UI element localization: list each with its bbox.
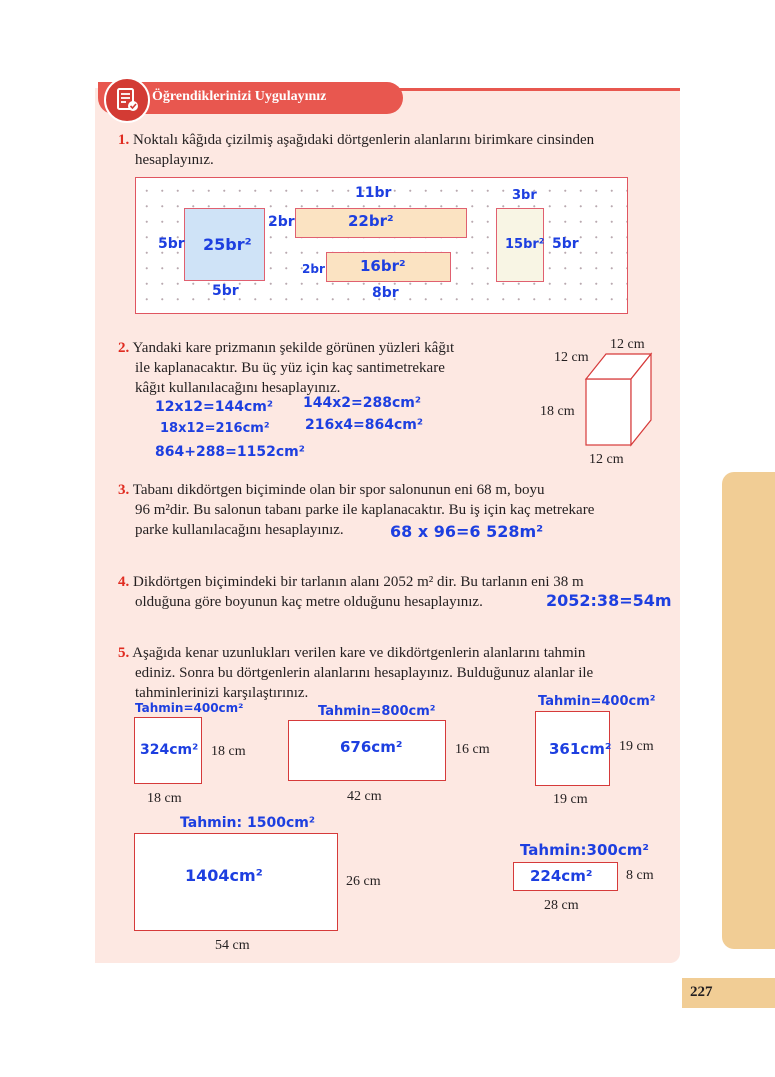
hw-q2-line3: 18x12=216cm² (160, 421, 270, 436)
question-text: Yandaki kare prizmanın şekilde görünen yüzleri kâğıt (132, 340, 455, 356)
prism-bottom-label: 12 cm (589, 452, 624, 467)
hw-estimate-4: Tahmin: 1500cm² (180, 815, 315, 831)
hw-estimate-5: Tahmin:300cm² (520, 841, 649, 859)
checklist-icon (104, 77, 150, 123)
bottom-label-4: 54 cm (215, 938, 250, 953)
bottom-label-1: 18 cm (147, 791, 182, 806)
bottom-label-5: 28 cm (544, 898, 579, 913)
hw-q2-line5: 864+288=1152cm² (155, 444, 305, 460)
question-1-line2: hesaplayınız. (135, 152, 214, 168)
hw-sq-bottom: 5br (212, 283, 239, 299)
bottom-label-3: 19 cm (553, 792, 588, 807)
question-2 (118, 338, 518, 358)
question-2-line3: kâğıt kullanılacağını hesaplayınız. (135, 380, 341, 396)
side-label-1: 18 cm (211, 744, 246, 759)
side-label-2: 16 cm (455, 742, 490, 757)
hw-top-label: 11br (355, 185, 392, 201)
hw-estimate-3: Tahmin=400cm² (538, 694, 656, 709)
hw-sq-left: 5br (158, 236, 185, 252)
hw-q4-answer: 2052:38=54m (546, 591, 672, 610)
side-label-5: 8 cm (626, 868, 654, 883)
page-number: 227 (690, 984, 713, 1000)
hw-q3-answer: 68 x 96=6 528m² (390, 522, 544, 541)
question-3-line3: parke kullanılacağını hesaplayınız. (135, 522, 344, 538)
hw-top-area: 22br² (348, 212, 394, 230)
question-5-line2: ediniz. Sonra bu dörtgenlerin alanlarını hesaplayınız. Bulduğunuz alanlar ile (135, 665, 594, 681)
hw-q2-line2: 144x2=288cm² (303, 395, 421, 411)
header-rule (380, 88, 680, 91)
question-number: 1. (118, 132, 130, 148)
hw-estimate-2: Tahmin=800cm² (318, 704, 436, 719)
hw-q2-line4: 216x4=864cm² (305, 417, 423, 433)
question-1 (118, 130, 678, 150)
side-tab (722, 472, 775, 949)
hw-right-top: 3br (512, 188, 537, 203)
hw-right-area: 15br² (505, 237, 545, 252)
question-4 (118, 572, 674, 592)
question-4-line2: olduğuna göre boyunun kaç metre olduğunu hesaplayınız. (135, 594, 483, 610)
question-3-line2: 96 m²dir. Bu salonun tabanı parke ile kaplanacaktır. Bu iş için kaç metrekare (135, 502, 595, 518)
hw-estimate-1: Tahmin=400cm² (135, 701, 244, 715)
hw-mid-side: 2br (302, 262, 325, 276)
question-text: Dikdörtgen biçimindeki bir tarlanın alanı 2052 m² dir. Bu tarlanın eni 38 m (133, 574, 584, 590)
hw-right-side: 5br (552, 236, 579, 252)
question-number: 4. (118, 574, 130, 590)
hw-top-side: 2br (268, 214, 295, 230)
question-number: 2. (118, 340, 130, 356)
hw-area-1: 324cm² (140, 742, 199, 758)
side-label-4: 26 cm (346, 874, 381, 889)
question-3 (118, 480, 674, 500)
hw-q2-line1: 12x12=144cm² (155, 399, 273, 415)
question-2-line2: ile kaplanacaktır. Bu üç yüz için kaç santimetrekare (135, 360, 445, 376)
hw-area-4: 1404cm² (185, 866, 263, 885)
hw-sq-area: 25br² (203, 235, 252, 254)
square-prism-figure (584, 352, 664, 453)
hw-area-2: 676cm² (340, 738, 403, 756)
section-title: Öğrendiklerinizi Uygulayınız (152, 89, 327, 104)
question-number: 5. (118, 645, 130, 661)
prism-height-label: 18 cm (540, 404, 575, 419)
bottom-label-2: 42 cm (347, 789, 382, 804)
question-text: Noktalı kâğıda çizilmiş aşağıdaki dörtgenlerin alanlarını birimkare cinsinden (133, 132, 595, 148)
prism-depth-label: 12 cm (554, 350, 589, 365)
question-5-line3: tahminlerinizi karşılaştırınız. (135, 685, 309, 701)
hw-area-5: 224cm² (530, 867, 593, 885)
question-5 (118, 643, 674, 663)
prism-top-label: 12 cm (610, 337, 645, 352)
side-label-3: 19 cm (619, 739, 654, 754)
hw-mid-area: 16br² (360, 257, 406, 275)
hw-area-3: 361cm² (549, 740, 612, 758)
question-text: Tabanı dikdörtgen biçiminde olan bir spor salonunun eni 68 m, boyu (132, 482, 545, 498)
hw-mid-bottom: 8br (372, 285, 399, 301)
question-number: 3. (118, 482, 130, 498)
question-text: Aşağıda kenar uzunlukları verilen kare ve dikdörtgenlerin alanlarını tahmin (132, 645, 586, 661)
